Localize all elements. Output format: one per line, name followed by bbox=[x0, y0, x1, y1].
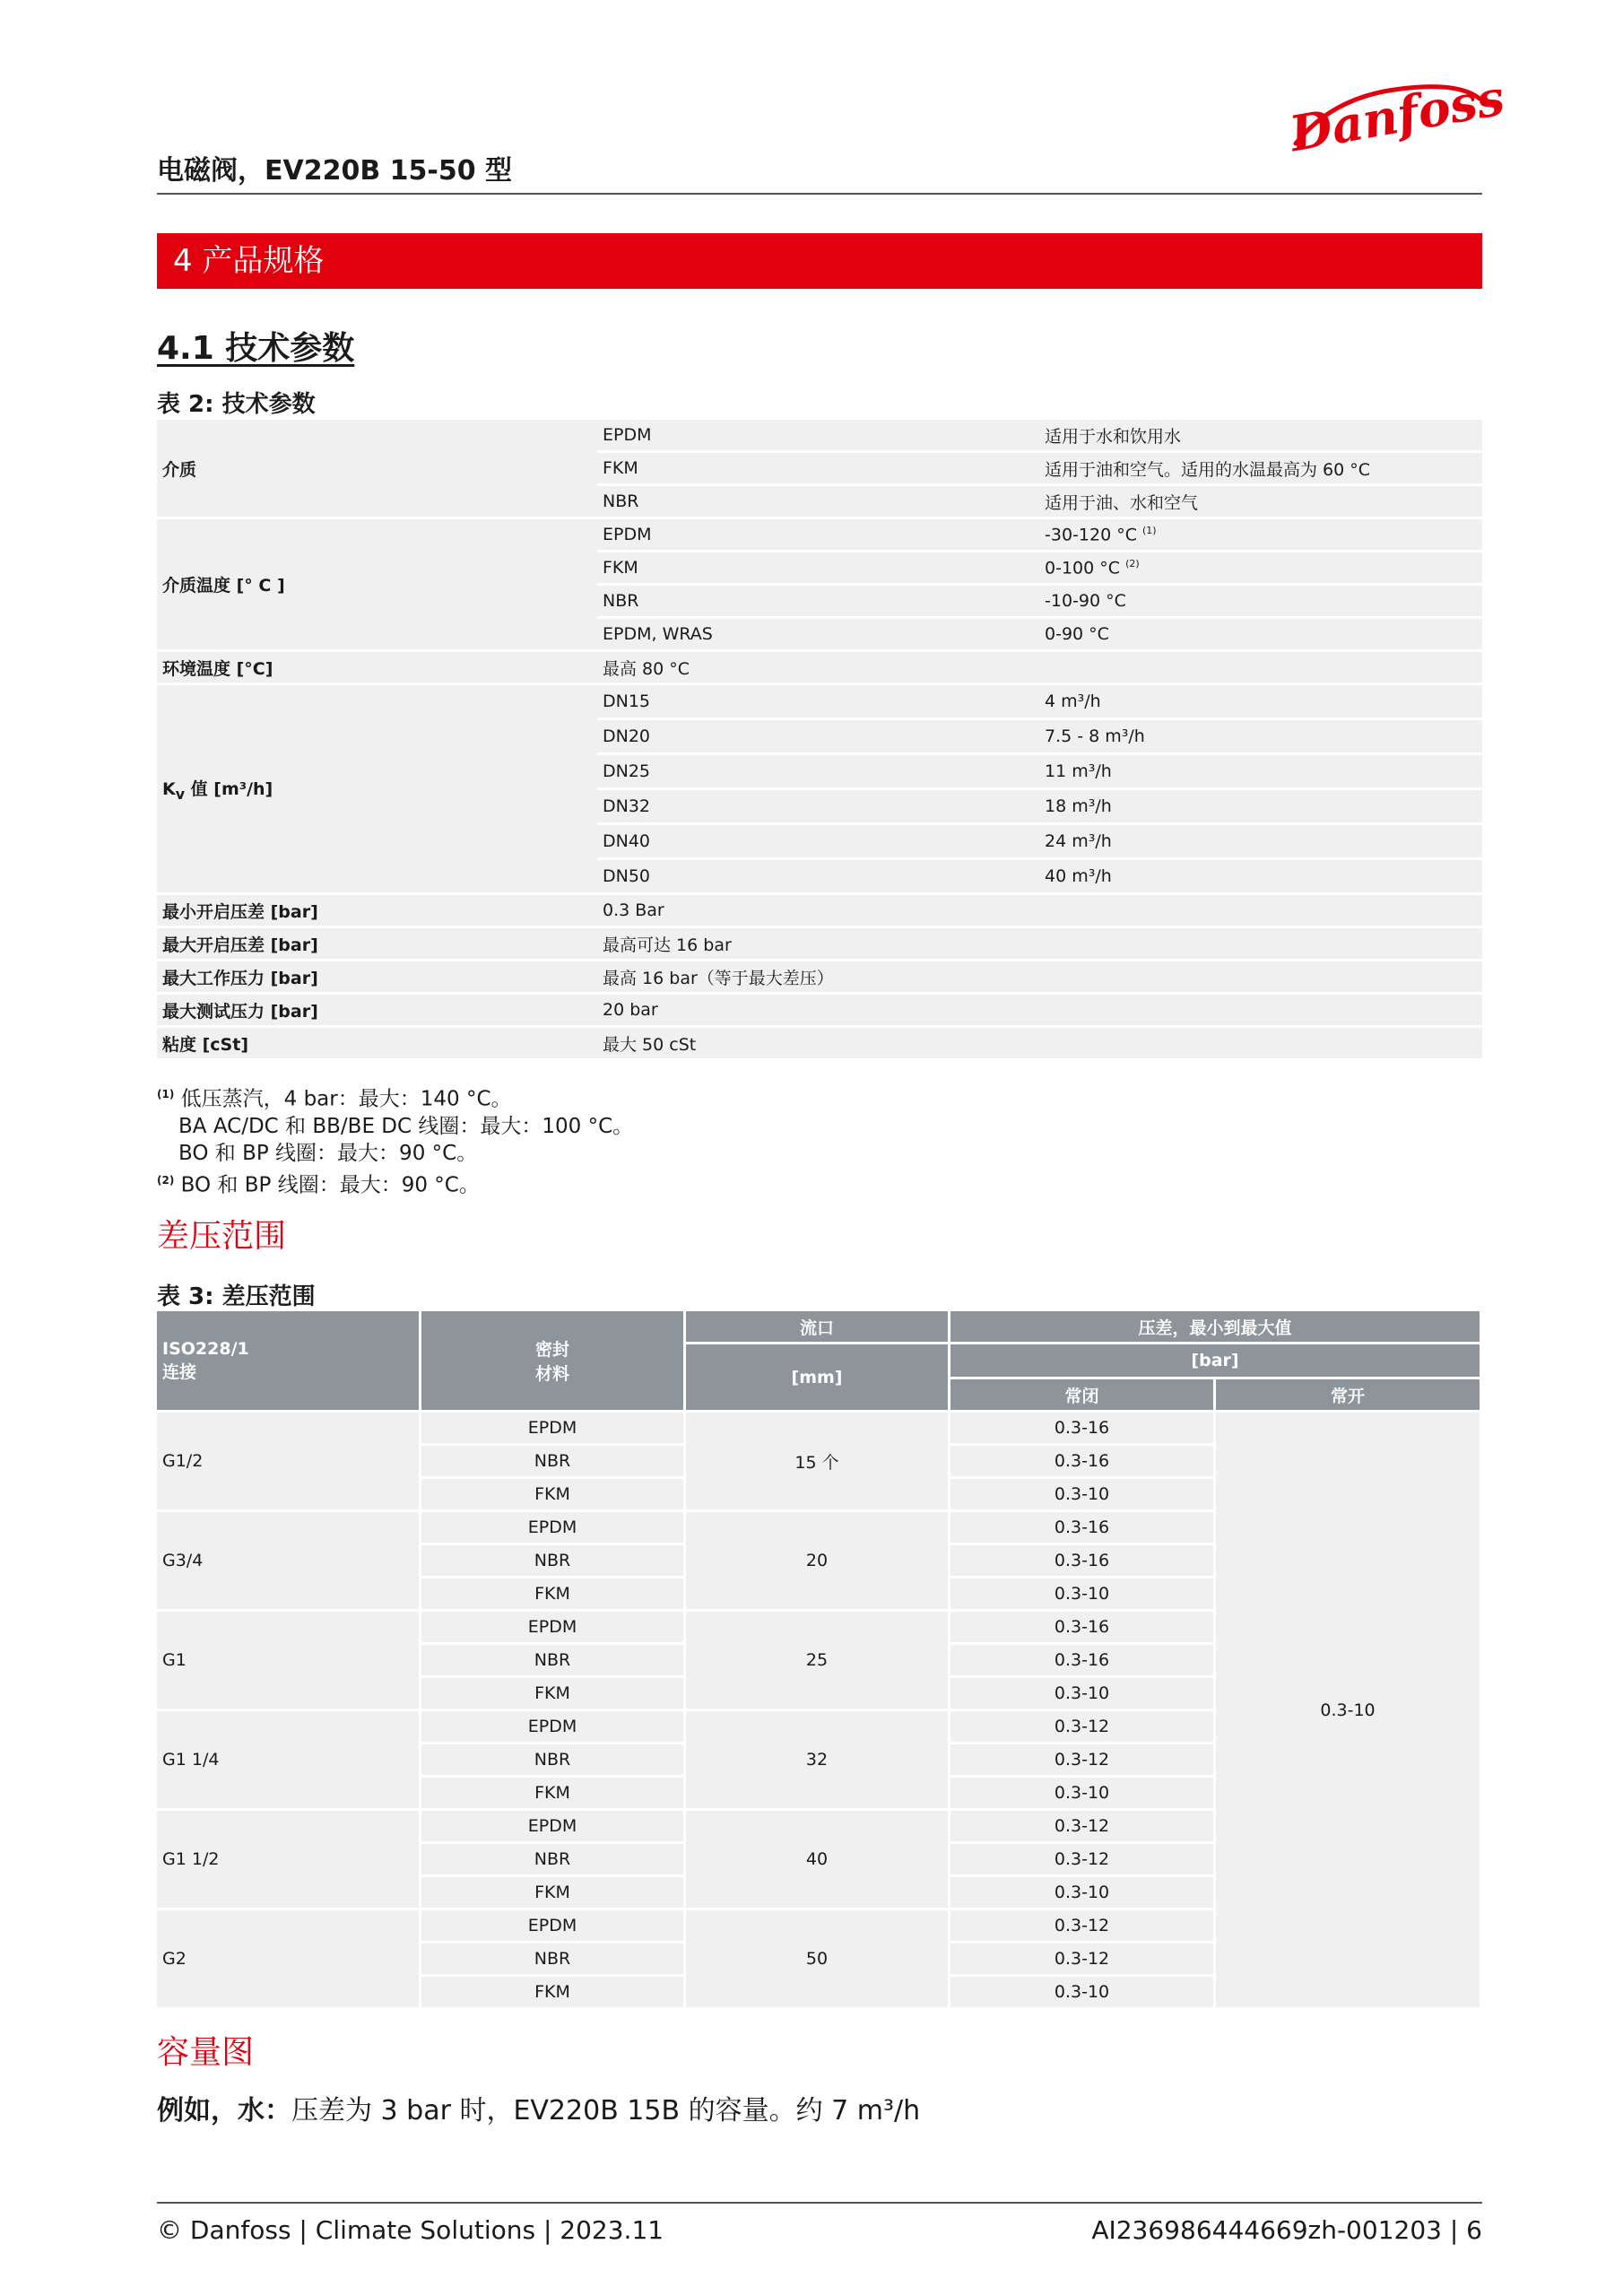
header-seal: 密封 材料 bbox=[421, 1311, 686, 1413]
header-port: 流口 bbox=[686, 1311, 950, 1344]
nc-cell: 0.3-10 bbox=[950, 1578, 1216, 1612]
medium-temp-label: 介质温度 [° C ] bbox=[157, 519, 597, 652]
footnote-mark: (1) bbox=[1142, 524, 1157, 536]
header-no: 常开 bbox=[1216, 1379, 1482, 1413]
table-row bbox=[157, 961, 1482, 995]
nc-cell: 0.3-16 bbox=[950, 1413, 1216, 1446]
ambient-temp-label: 环境温度 [°C] bbox=[157, 652, 597, 685]
kv-value: 11 m³/h bbox=[1039, 755, 1482, 790]
seal-cell: FKM bbox=[421, 1877, 686, 1910]
kv-value: 40 m³/h bbox=[1039, 860, 1482, 895]
kv-subscript: v bbox=[175, 785, 186, 803]
nc-cell: 0.3-10 bbox=[950, 1877, 1216, 1910]
table-row bbox=[157, 1028, 1482, 1061]
kv-label bbox=[157, 685, 597, 895]
medium-label: 介质 bbox=[157, 420, 597, 519]
footer-copyright: © Danfoss | Climate Solutions | 2023.11 bbox=[157, 2215, 664, 2245]
table-row bbox=[157, 420, 1482, 453]
seal-cell: FKM bbox=[421, 1578, 686, 1612]
value-text: -10-90 °C bbox=[1045, 591, 1126, 611]
spec-row-value: 20 bar bbox=[597, 995, 1482, 1028]
kv-value: 18 m³/h bbox=[1039, 790, 1482, 825]
kv-value: 24 m³/h bbox=[1039, 825, 1482, 860]
table-row bbox=[157, 995, 1482, 1028]
header-connection: ISO228/1 连接 bbox=[157, 1311, 421, 1413]
differential-pressure-table bbox=[157, 1311, 1482, 2010]
section-title: 4 产品规格 bbox=[157, 233, 1482, 289]
spec-row-value: 最大 50 cSt bbox=[597, 1028, 1482, 1061]
spec-row-value: 最高可达 16 bar bbox=[597, 928, 1482, 961]
connection-cell: G2 bbox=[157, 1910, 421, 2010]
port-cell: 25 bbox=[686, 1612, 950, 1711]
seal-cell: FKM bbox=[421, 1479, 686, 1512]
kv-size: DN15 bbox=[597, 685, 1039, 720]
kv-value: 7.5 - 8 m³/h bbox=[1039, 720, 1482, 755]
kv-symbol: K bbox=[162, 778, 176, 799]
capacity-example bbox=[157, 2088, 920, 2127]
seal-cell: EPDM bbox=[421, 1811, 686, 1844]
logo-wordmark: Danfoss bbox=[1285, 68, 1509, 163]
nc-cell: 0.3-12 bbox=[950, 1711, 1216, 1744]
port-cell: 50 bbox=[686, 1910, 950, 2010]
header-dp-unit: [bar] bbox=[950, 1344, 1482, 1379]
spec-row-label: 最大开启压差 [bar] bbox=[157, 928, 597, 961]
footnote-1-line-2: BA AC/DC 和 BB/BE DC 线圈：最大：100 °C。 bbox=[178, 1114, 634, 1138]
material-cell: FKM bbox=[597, 453, 1039, 486]
seal-cell: EPDM bbox=[421, 1512, 686, 1545]
seal-cell: FKM bbox=[421, 1778, 686, 1811]
value-cell bbox=[1039, 420, 1482, 453]
spec-row-value: 0.3 Bar bbox=[597, 895, 1482, 928]
port-cell: 32 bbox=[686, 1711, 950, 1811]
value-cell bbox=[1039, 619, 1482, 652]
value-text: 适用于油、水和空气 bbox=[1045, 492, 1199, 513]
footnote-1-line-1: $^{(1)}$ 低压蒸汽，4 bar：最大：140 °C。 bbox=[157, 1087, 512, 1111]
value-text: 适用于油和空气。适用的水温最高为 60 °C bbox=[1045, 459, 1371, 480]
subsection-title: 4.1 技术参数 bbox=[157, 330, 355, 367]
value-text: 适用于水和饮用水 bbox=[1045, 426, 1182, 447]
nc-cell: 0.3-10 bbox=[950, 1678, 1216, 1711]
connection-cell: G1 1/4 bbox=[157, 1711, 421, 1811]
value-text: 0-100 °C bbox=[1045, 558, 1121, 578]
dp-table-caption: 表 3: 差压范围 bbox=[157, 1283, 316, 1310]
table-row bbox=[157, 652, 1482, 685]
seal-cell: EPDM bbox=[421, 1910, 686, 1944]
nc-cell: 0.3-16 bbox=[950, 1645, 1216, 1678]
value-cell bbox=[1039, 453, 1482, 486]
ambient-temp-value: 最高 80 °C bbox=[597, 652, 1482, 685]
header-nc: 常闭 bbox=[950, 1379, 1216, 1413]
spec-row-label: 最大工作压力 [bar] bbox=[157, 961, 597, 995]
table-row bbox=[157, 895, 1482, 928]
footer-doc-id: AI236986444669zh-001203 | 6 bbox=[1091, 2215, 1482, 2245]
table-row bbox=[157, 519, 1482, 552]
header-divider bbox=[157, 193, 1482, 195]
kv-size: DN50 bbox=[597, 860, 1039, 895]
material-cell: NBR bbox=[597, 586, 1039, 619]
footnotes bbox=[157, 1081, 633, 1198]
seal-cell: NBR bbox=[421, 1545, 686, 1578]
nc-cell: 0.3-16 bbox=[950, 1512, 1216, 1545]
value-text: 0-90 °C bbox=[1045, 624, 1109, 644]
danfoss-logo bbox=[1278, 68, 1509, 163]
no-cell: 0.3-10 bbox=[1216, 1413, 1482, 2010]
value-cell bbox=[1039, 486, 1482, 519]
material-cell: FKM bbox=[597, 552, 1039, 586]
port-cell: 15 个 bbox=[686, 1413, 950, 1512]
seal-cell: FKM bbox=[421, 1977, 686, 2010]
connection-cell: G1 1/2 bbox=[157, 1811, 421, 1910]
dp-range-heading: 差压范围 bbox=[157, 1218, 287, 1255]
example-label: 例如，水： bbox=[157, 2095, 291, 2126]
footer-divider bbox=[157, 2202, 1482, 2204]
seal-cell: EPDM bbox=[421, 1711, 686, 1744]
value-cell bbox=[1039, 519, 1482, 552]
header-port-unit: [mm] bbox=[686, 1344, 950, 1413]
connection-cell: G1/2 bbox=[157, 1413, 421, 1512]
spec-row-label: 最大测试压力 [bar] bbox=[157, 995, 597, 1028]
spec-table-caption: 表 2: 技术参数 bbox=[157, 391, 316, 418]
table-row bbox=[157, 1413, 1482, 1446]
table-row bbox=[157, 928, 1482, 961]
kv-value: 4 m³/h bbox=[1039, 685, 1482, 720]
technical-spec-table bbox=[157, 420, 1482, 1061]
capacity-heading: 容量图 bbox=[157, 2034, 255, 2071]
connection-cell: G1 bbox=[157, 1612, 421, 1711]
material-cell: EPDM bbox=[597, 519, 1039, 552]
footnote-2: $^{(2)}$ BO 和 BP 线圈：最大：90 °C。 bbox=[157, 1173, 480, 1197]
nc-cell: 0.3-16 bbox=[950, 1446, 1216, 1479]
table-row bbox=[157, 685, 1482, 720]
connection-cell: G3/4 bbox=[157, 1512, 421, 1612]
seal-cell: FKM bbox=[421, 1678, 686, 1711]
material-cell: NBR bbox=[597, 486, 1039, 519]
nc-cell: 0.3-10 bbox=[950, 1479, 1216, 1512]
port-cell: 20 bbox=[686, 1512, 950, 1612]
value-text: -30-120 °C bbox=[1045, 525, 1137, 545]
seal-cell: NBR bbox=[421, 1844, 686, 1877]
nc-cell: 0.3-10 bbox=[950, 1977, 1216, 2010]
nc-cell: 0.3-16 bbox=[950, 1612, 1216, 1645]
nc-cell: 0.3-10 bbox=[950, 1778, 1216, 1811]
kv-size: DN20 bbox=[597, 720, 1039, 755]
example-text: 压差为 3 bar 时，EV220B 15B 的容量。约 7 m³/h bbox=[291, 2095, 921, 2126]
port-cell: 40 bbox=[686, 1811, 950, 1910]
footnote-1-line-3: BO 和 BP 线圈：最大：90 °C。 bbox=[178, 1141, 478, 1165]
seal-cell: NBR bbox=[421, 1744, 686, 1778]
seal-cell: EPDM bbox=[421, 1413, 686, 1446]
kv-size: DN40 bbox=[597, 825, 1039, 860]
nc-cell: 0.3-12 bbox=[950, 1844, 1216, 1877]
nc-cell: 0.3-12 bbox=[950, 1910, 1216, 1944]
header-dp: 压差，最小到最大值 bbox=[950, 1311, 1482, 1344]
spec-row-value: 最高 16 bar（等于最大差压） bbox=[597, 961, 1482, 995]
spec-row-label: 最小开启压差 [bar] bbox=[157, 895, 597, 928]
seal-cell: NBR bbox=[421, 1944, 686, 1977]
kv-size: DN25 bbox=[597, 755, 1039, 790]
spec-row-label: 粘度 [cSt] bbox=[157, 1028, 597, 1061]
seal-cell: NBR bbox=[421, 1446, 686, 1479]
value-cell bbox=[1039, 586, 1482, 619]
material-cell: EPDM, WRAS bbox=[597, 619, 1039, 652]
document-title: 电磁阀，EV220B 15-50 型 bbox=[157, 155, 513, 187]
value-cell bbox=[1039, 552, 1482, 586]
nc-cell: 0.3-16 bbox=[950, 1545, 1216, 1578]
nc-cell: 0.3-12 bbox=[950, 1744, 1216, 1778]
footnote-mark: (2) bbox=[1125, 557, 1140, 570]
kv-size: DN32 bbox=[597, 790, 1039, 825]
kv-unit: 值 [m³/h] bbox=[185, 778, 273, 799]
seal-cell: EPDM bbox=[421, 1612, 686, 1645]
nc-cell: 0.3-12 bbox=[950, 1944, 1216, 1977]
nc-cell: 0.3-12 bbox=[950, 1811, 1216, 1844]
seal-cell: NBR bbox=[421, 1645, 686, 1678]
material-cell: EPDM bbox=[597, 420, 1039, 453]
